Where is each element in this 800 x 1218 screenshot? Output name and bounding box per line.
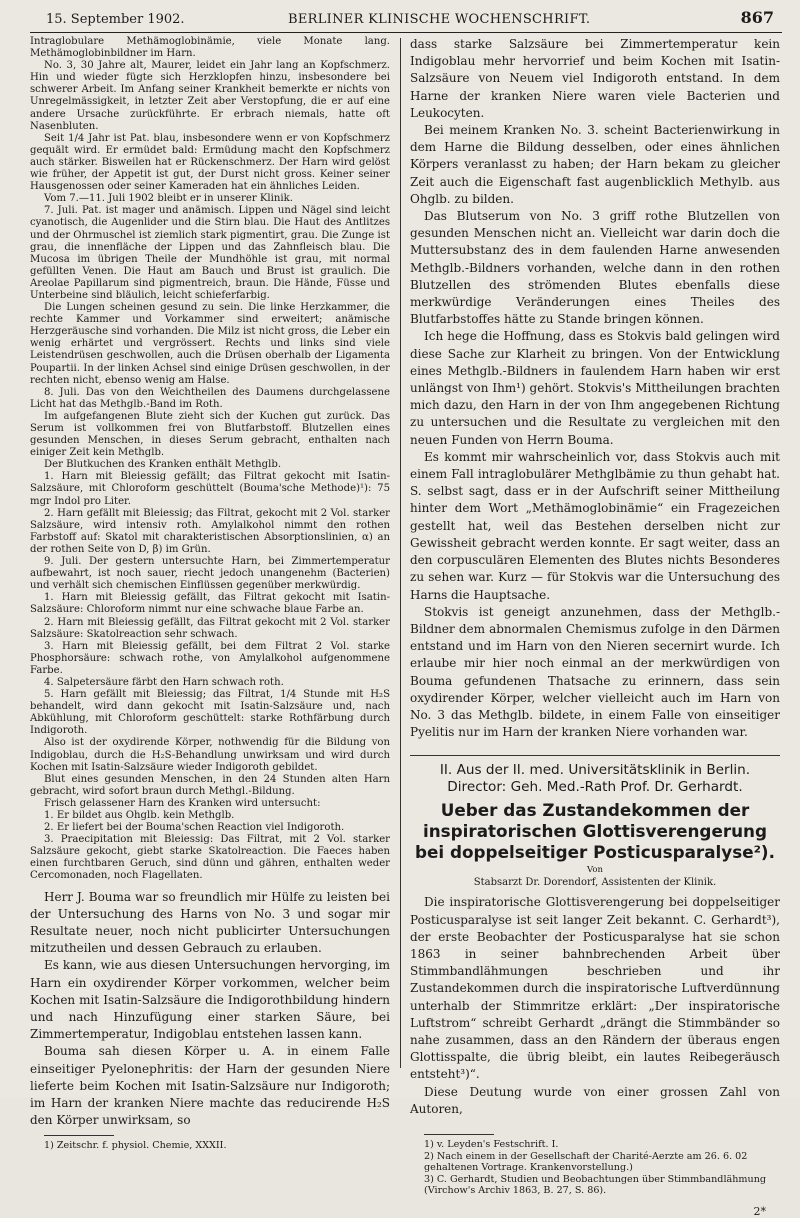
case-paragraph: 3. Praecipitation mit Bleiessig: Das Filtrat, mit 2 Vol. starker Salzsäure gekocht, giebt starke Skatolreaction. Die Faeces haben einen furchtbaren Geruch, sind dünn und gähren, enthalten weder Cercomonaden, noch Flagellaten. (30, 834, 390, 882)
article-paragraph: Diese Deutung wurde von einer grossen Zahl von Autoren, (410, 1084, 780, 1116)
article-footnotes (410, 1139, 780, 1197)
section-divider-rule (410, 755, 780, 756)
case-paragraph: 3. Harn mit Bleiessig gefällt, bei dem Filtrat 2 Vol. starke Phosphorsäure: schwach rothe, von Amylalkohol aufgenommene Farbe. (30, 640, 390, 676)
case-paragraph: Also ist der oxydirende Körper, nothwendig für die Bildung von Indigoblau, durch die H₂S-Behandlung unwirksam und wird durch Kochen mit Isatin-Salzsäure wieder Indigoroth gebildet. (30, 737, 390, 773)
case-paragraph: 2. Harn mit Bleiessig gefällt, das Filtrat gekocht mit 2 Vol. starker Salzsäure: Skatolreaction sehr schwach. (30, 616, 390, 640)
footnote: 1) Zeitschr. f. physiol. Chemie, XXXII. (44, 1140, 227, 1152)
left-column (30, 36, 390, 1152)
article-author: Stabsarzt Dr. Dorendorf, Assistenten der Klinik. (473, 877, 717, 889)
article-body-text (410, 894, 780, 1118)
footnote: 1) v. Leyden's Festschrift. I. (424, 1138, 559, 1150)
column-divider (400, 38, 401, 1068)
case-paragraph: 1. Harn mit Bleiessig gefällt, das Filtrat gekocht mit Isatin-Salzsäure: Chloroform nimmt nur eine schwache blaue Farbe an. (30, 592, 390, 616)
page-header (30, 6, 782, 33)
case-paragraph: 1. Er bildet aus Ohglb. kein Methglb. (44, 810, 235, 821)
case-paragraph: Vom 7.—11. Juli 1902 bleibt er in unserer Klinik. (44, 193, 293, 205)
section-number-line: II. Aus der II. med. Universitätsklinik in Berlin. (439, 762, 751, 779)
journal-title: BERLINER KLINISCHE WOCHENSCHRIFT. (288, 12, 591, 27)
section-director-line: Director: Geh. Med.-Rath Prof. Dr. Gerhardt. (447, 779, 743, 796)
footnote-rule (44, 1135, 114, 1136)
case-paragraph: 2. Er liefert bei der Bouma'schen Reaction viel Indigoroth. (44, 822, 345, 834)
article-title: Ueber das Zustandekommen der inspiratorischen Glottisverengerung bei doppelseitiger Posticusparalyse²). (415, 800, 775, 863)
case-report-small-print (30, 36, 390, 883)
left-body-text (30, 889, 390, 1130)
footnote-rule (424, 1134, 494, 1135)
case-paragraph: Frisch gelassener Harn des Kranken wird untersucht: (44, 797, 321, 809)
issue-date: 15. September 1902. (46, 12, 185, 27)
case-paragraph: 5. Harn gefällt mit Bleiessig; das Filtrat, 1/4 Stunde mit H₂S behandelt, wird dann gekocht mit Isatin-Salzsäure und, nach Abkühlung, mit Chloroform geschüttelt: starke Rothfärbung durch Indigoroth. (30, 689, 390, 737)
footnote: 3) C. Gerhardt, Studien und Beobachtungen über Stimmbandlähmung (Virchow's Archiv 1863, B. 27, S. 86). (424, 1173, 767, 1197)
case-paragraph: 9. Juli. Der gestern untersuchte Harn, bei Zimmertemperatur aufbewahrt, ist noch sauer, riecht jedoch unangenehm (Bacterien) und verhält sich chemischen Einflüssen gegenüber merkwürdig. (30, 556, 390, 592)
case-paragraph: 7. Juli. Pat. ist mager und anämisch. Lippen und Nägel sind leicht cyanotisch, die Augenlider und die Stirn blau. Die Haut des Antlitzes und der Ohrmuschel ist ziemlich stark pigmentirt, grau. Die Zunge ist grau, die innenfläche der Lippen und das Zahnfleisch blau. Die Mucosa im übrigen Theile der Mundhöhle ist grau, mit normal gefüllten Venen. Die Haut am Bauch und Brust ist graulich. Die Areolae Papillarum sind pigmentreich, braun. Die Hände, Füsse und Unterbeine sind bläulich, leicht schieferfarbig. (30, 205, 390, 301)
byline-von: Von (587, 865, 603, 876)
body-paragraph: Ich hege die Hoffnung, dass es Stokvis bald gelingen wird diese Sache zur Klarheit zu bringen. Von der Entwicklung eines Methglb.-Bildners in faulendem Harn haben wir erst unlängst von Ihm¹) gehört. Stokvis's Mittheilungen brachten mich dazu, den Harn in der von Ihm angegebenen Richtung zu untersuchen und die Resultate zu vergleichen mit den neuen Funden von Herrn Bouma. (410, 329, 780, 447)
case-paragraph: Im aufgefangenen Blute zieht sich der Kuchen gut zurück. Das Serum ist vollkommen frei von Blutfarbstoff. Blutzellen eines gesunden Menschen, in dieses Serum gebracht, enthalten nach einiger Zeit kein Methglb. (30, 410, 390, 459)
body-paragraph: Das Blutserum von No. 3 griff rothe Blutzellen von gesunden Menschen nicht an. Vielleicht war darin doch die Muttersubstanz des in dem faulenden Harne anwesenden Methglb.-Bildners vorhanden, welche dann in den rothen Blutzellen des strömenden Blutes ebenfalls diese merkwürdige Veränderungen eines Theiles des Blutfarbstoffes hätte zu Stande bringen können. (410, 209, 780, 327)
case-paragraph: No. 3, 30 Jahre alt, Maurer, leidet ein Jahr lang an Kopfschmerz. Hin und wieder fügte sich Herzklopfen hinzu, insbesondere bei schwerer Arbeit. Im Anfang seiner Krankheit bemerkte er nichts von Unregelmässigkeit, in letzter Zeit aber Verstopfung, die er auf eine andere Ursache zurückführte. Er erbrach niemals, hatte oft Nasenbluten. (30, 60, 390, 132)
page-number: 867 (740, 8, 774, 27)
case-paragraph: 1. Harn mit Bleiessig gefällt; das Filtrat gekocht mit Isatin-Salzsäure, mit Chloroform geschüttelt (Bouma'sche Methode)¹): 75 mgr Indol pro Liter. (30, 471, 390, 507)
case-paragraph: 4. Salpetersäure färbt den Harn schwach roth. (44, 676, 284, 688)
case-paragraph: Intraglobulare Methämoglobinämie, viele Monate lang. Methämoglobinbildner im Harn. (30, 36, 390, 60)
case-paragraph: Seit 1/4 Jahr ist Pat. blau, insbesondere wenn er von Kopfschmerz gequält wird. Er ermüdet bald: Ermüdung macht den Kopfschmerz auch stärker. Bisweilen hat er Rückenschmerz. Der Harn wird gelöst wie früher, der Appetit ist gut, der Durst nicht gross. Keiner seiner Hausgenossen oder seiner Kameraden hat ein ähnliches Leiden. (30, 132, 390, 193)
body-paragraph: Bei meinem Kranken No. 3. scheint Bacterienwirkung in dem Harne die Bildung desselben, oder eines ähnlichen Körpers veranlasst zu haben; der Harn bekam zu gleicher Zeit auch die Eigenschaft fast augenblicklich Methylb. aus Ohglb. zu bilden. (410, 123, 780, 206)
case-paragraph: Die Lungen scheinen gesund zu sein. Die linke Herzkammer, die rechte Kammer und Vorkammer sind erweitert; anämische Herzgeräusche sind vorhanden. Die Milz ist nicht gross, die Leber ein wenig erhärtet und vergrössert. Rechts und links sind viele Leistendrüsen geschwollen, auch die Drüsen oberhalb der Ligamenta Poupartii. In der linken Achsel sind einige Drüsen geschwollen, in der rechten nicht, ebenso wenig am Halse. (30, 302, 390, 386)
body-paragraph: Es kann, wie aus diesen Untersuchungen hervorging, im Harn ein oxydirender Körper vorkommen, welcher beim Kochen mit Isatin-Salzsäure die Indigorothbildung hindern und nach Hinzufügung einer starken Säure, bei Zimmertemperatur, Indigoblau entstehen lassen kann. (30, 958, 390, 1042)
case-paragraph: 8. Juli. Das von den Weichtheilen des Daumens durchgelassene Licht hat das Methglb.-Band im Roth. (30, 386, 390, 410)
body-paragraph: dass starke Salzsäure bei Zimmertemperatur kein Indigoblau mehr hervorrief und beim Kochen mit Isatin-Salzsäure von Neuem viel Indigoroth entstand. In dem Harne der kranken Niere waren viele Bacterien und Leukocyten. (410, 37, 780, 120)
case-paragraph: 2. Harn gefällt mit Bleiessig; das Filtrat, gekocht mit 2 Vol. starker Salzsäure, wird intensiv roth. Amylalkohol nimmt den rothen Farbstoff auf: Skatol mit charakteristischen Absorptionslinien, α) an der rothen Seite von D, β) im Grün. (30, 507, 390, 555)
case-paragraph: Blut eines gesunden Menschen, in den 24 Stunden alten Harn gebracht, wird sofort braun durch Methgl.-Bildung. (30, 773, 390, 797)
case-paragraph: Der Blutkuchen des Kranken enthält Methglb. (44, 459, 282, 471)
body-paragraph: Bouma sah diesen Körper u. A. in einem Falle einseitiger Pyelonephritis: der Harn der gesunden Niere lieferte beim Kochen mit Isatin-Salzsäure nur Indigoroth; im Harn der kranken Niere machte das reducirende H₂S den Körper unwirksam, so (30, 1044, 390, 1128)
body-paragraph: Herr J. Bouma war so freundlich mir Hülfe zu leisten bei der Untersuchung des Harns von No. 3 und sogar mir Resultate neuer, noch nicht publicirter Untersuchungen mitzutheilen und dessen Gebrauch zu erlauben. (30, 889, 390, 956)
article-paragraph: Die inspiratorische Glottisverengerung bei doppelseitiger Posticusparalyse ist seit langer Zeit bekannt. C. Gerhardt³), der erste Beobachter der Posticusparalyse hat sie schon 1863 in seiner bahnbrechenden Arbeit über Stimmbandlähmungen beschrieben und ihr Zustandekommen durch die inspiratorische Luftverdünnung unterhalb der Stimmritze erklärt: „Der inspiratorische Luftstrom“ schreibt Gerhardt „drängt die Stimmbänder so nahe zusammen, dass an den Rändern der überaus engen Glottisspalte, die übrig bleibt, ein lautes Reibegeräusch entsteht³)“. (410, 895, 780, 1082)
right-column (410, 36, 780, 1218)
right-body-text (410, 36, 780, 741)
footnote: 2) Nach einem in der Gesellschaft der Charité-Aerzte am 26. 6. 02 gehaltenen Vortrage. Krankenvorstellung.) (424, 1150, 748, 1174)
body-paragraph: Stokvis ist geneigt anzunehmen, dass der Methglb.-Bildner dem abnormalen Chemismus zufolge in den Därmen entstand und im Harn von den Nieren secernirt wurde. Ich erlaube mir hier noch einmal an der merkwürdigen von Bouma gefundenen Thatsache zu erinnern, dass sein oxydirender Körper, welcher vielleicht auch im Harn von No. 3 das Methglb. bildete, in einem Falle von einseitiger Pyelitis nur im Harn der kranken Niere vorhanden war. (410, 604, 780, 740)
sheet-signature: 2* (753, 1204, 766, 1218)
body-paragraph: Es kommt mir wahrscheinlich vor, dass Stokvis auch mit einem Fall intraglobulärer Methglbämie zu thun gehabt hat. S. selbst sagt, dass er in der Aufschrift seiner Mittheilung hinter dem Wort „Methämoglobinämie“ ein Fragezeichen gestellt hat, weil das Bestehen derselben nicht zur Gewissheit gebracht werden konnte. Er sagt weiter, dass an den corpusculären Elementen des Blutes nichts Besonderes zu sehen war. Kurz — für Stokvis war die Untersuchung des Harns die Hauptsache. (410, 449, 780, 602)
